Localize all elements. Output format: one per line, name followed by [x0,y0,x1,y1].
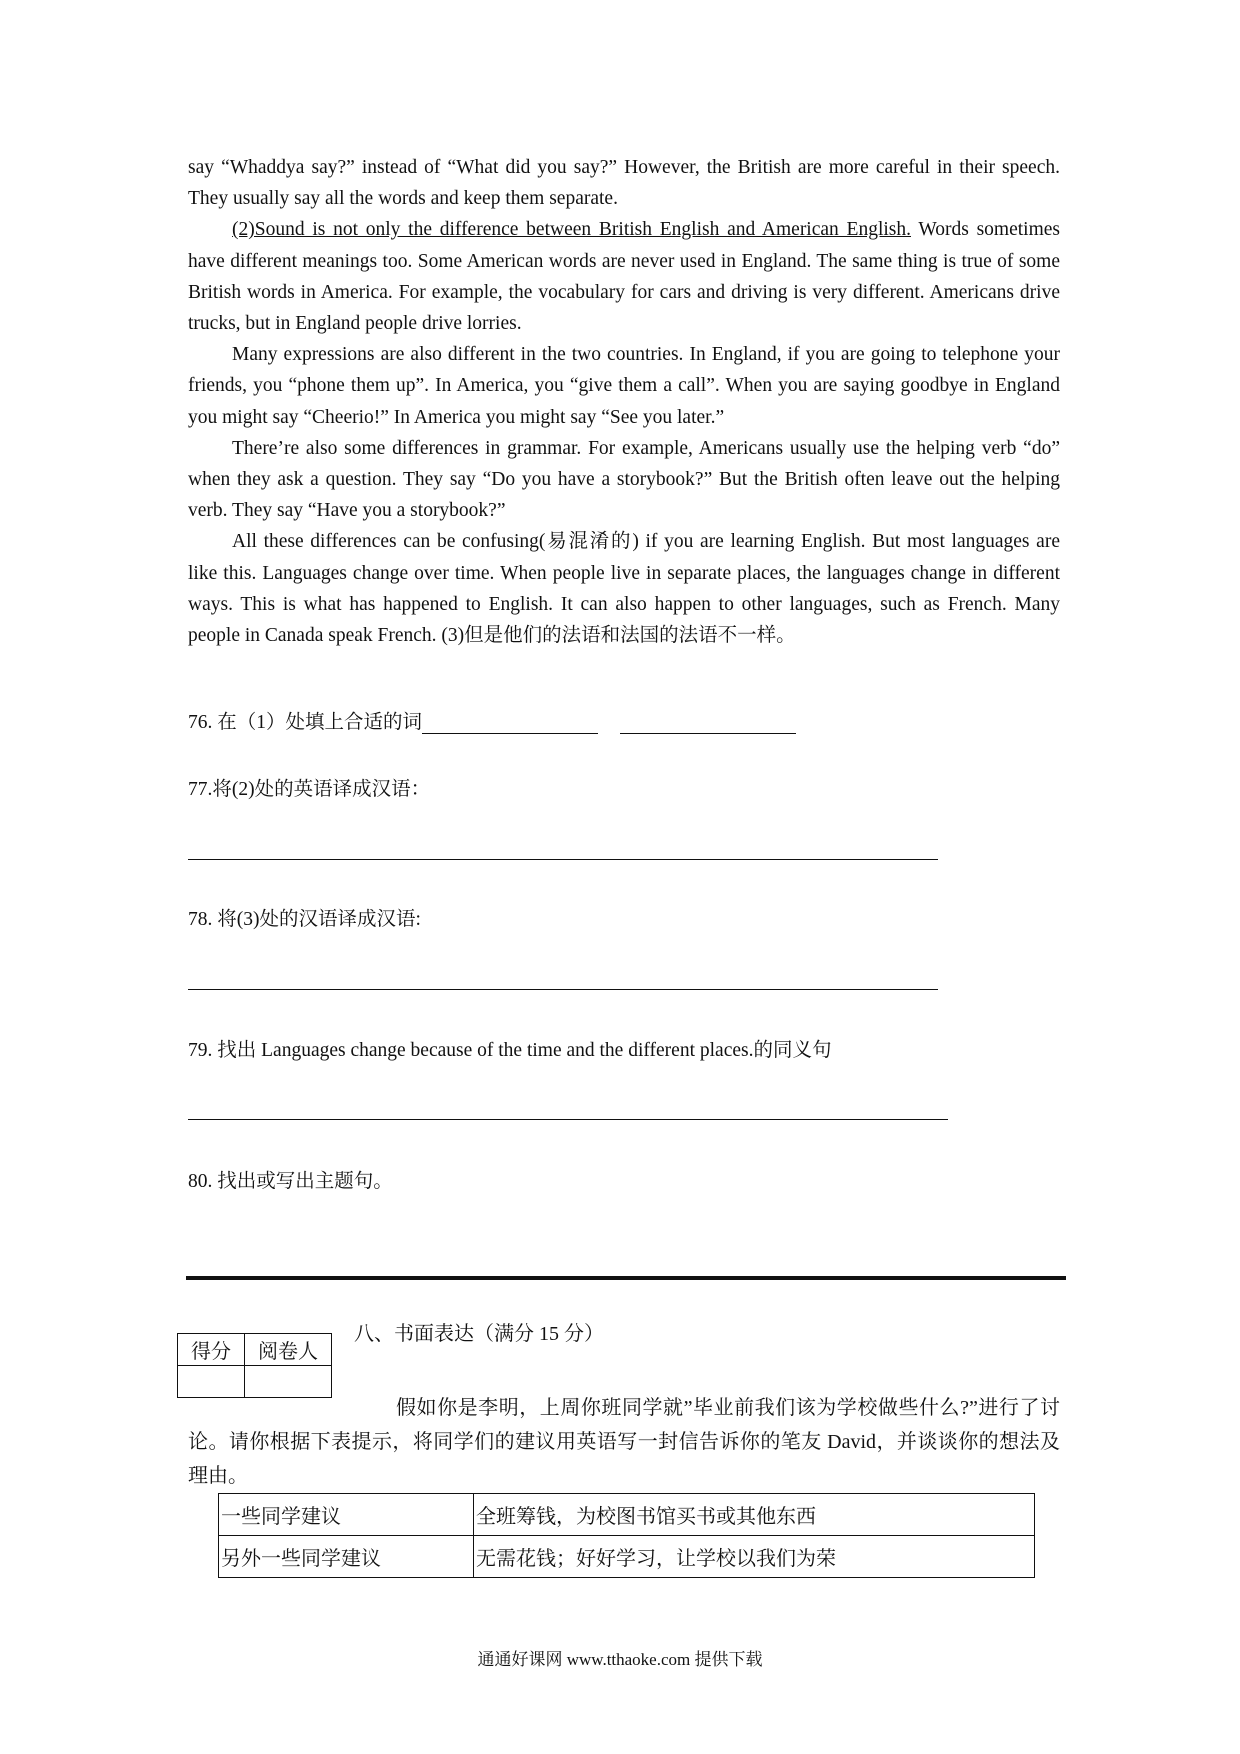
answer-line-77[interactable] [188,859,938,860]
passage-paragraph [188,214,1060,339]
section-title: 八、书面表达（满分 15 分） [354,1323,604,1345]
table-row [219,1494,1035,1536]
writing-prompt-text: 假如你是李明，上周你班同学就”毕业前我们该为学校做些什么?”进行了讨论。请你根据下表提示，将同学们的建议用英语写一封信告诉你的笔友 David，并谈谈你的想法及理由。 [188,1397,1060,1487]
grader-header: 阅卷人 [245,1334,332,1366]
passage-paragraph: There’re also some differences in grammar. For example, Americans usually use the helping verb “do” when they ask a question. They say “Do you have a storybook?” But the British often leave out the helping verb. They say “Have you a storybook?” [188,437,1060,522]
answer-blank-1[interactable] [422,713,598,734]
answer-blank-2[interactable] [620,713,796,734]
passage-paragraph: All these differences can be confusing(易混淆的) if you are learning English. But most languages are like this. Languages change over time. When people live in separate places, the languages change in different ways. This is what has happened to English. It can also happen to other languages, such as French. Many people in Canada speak French. (3)但是他们的法语和法国的法语不一样。 [188,531,1060,647]
question-79: 79. 找出 Languages change because of the time and the different places.的同义句 [188,1040,832,1061]
passage-text: Words sometimes have different meanings too. Some American words are never used in England. The same thing is true of some British words in America. For example, the vocabulary for cars and driving is very different. Americans drive trucks, but in England people drive lorries. [188,219,1060,335]
table-row [219,1536,1035,1578]
suggestion-content: 无需花钱；好好学习，让学校以我们为荣 [474,1536,1035,1578]
suggestion-who: 一些同学建议 [219,1494,474,1536]
question-76-text: 76. 在（1）处填上合适的词 [188,712,423,733]
suggestion-table [218,1493,1035,1578]
section-divider [186,1276,1066,1280]
answer-line-78[interactable] [188,989,938,990]
reading-passage [188,152,1060,651]
question-78: 78. 将(3)处的汉语译成汉语: [188,909,421,930]
underlined-sentence: (2)Sound is not only the difference between British English and American English. [232,219,911,241]
answer-line-79[interactable] [188,1119,948,1120]
score-box [177,1333,332,1398]
writing-prompt [188,1391,1060,1493]
question-76 [188,706,796,734]
suggestion-who: 另外一些同学建议 [219,1536,474,1578]
question-77: 77.将(2)处的英语译成汉语： [188,779,431,800]
question-80: 80. 找出或写出主题句。 [188,1171,393,1192]
passage-paragraph: Many expressions are also different in the two countries. In England, if you are going to telephone your friends, you “phone them up”. In America, you “give them a call”. When you are saying goodbye in England you might say “Cheerio!” In America you might say “See you later.” [188,344,1060,428]
suggestion-content: 全班筹钱，为校图书馆买书或其他东西 [474,1494,1035,1536]
passage-paragraph: say “Whaddya say?” instead of “What did you say?” However, the British are more careful in their speech. They usually say all the words and keep them separate. [188,157,1060,210]
page-footer: 通通好课网 www.tthaoke.com 提供下载 [477,1650,763,1669]
score-header: 得分 [178,1334,245,1366]
